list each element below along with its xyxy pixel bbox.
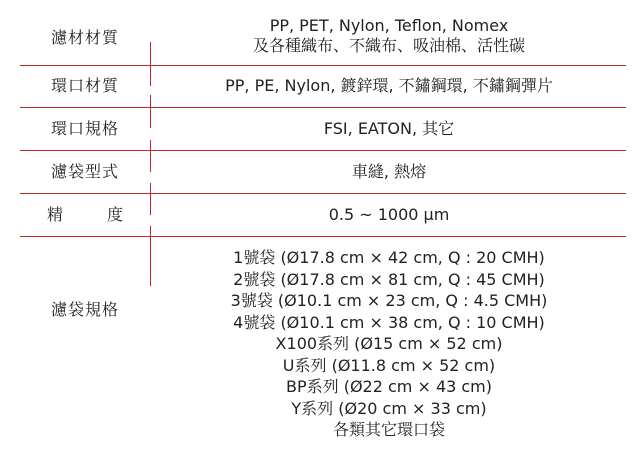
label-ring-spec: 環口規格: [50, 119, 119, 138]
value-line: PP, PET, Nylon, Teflon, Nomex: [269, 16, 509, 35]
label-ring-material: 環口材質: [50, 76, 119, 95]
list-item: 1號袋 (Ø17.8 cm × 42 cm, Q : 20 CMH): [233, 248, 545, 267]
list-item: BP系列 (Ø22 cm × 43 cm): [285, 377, 493, 396]
list-item: 各類其它環口袋: [332, 420, 445, 439]
label-char: 精: [46, 205, 63, 224]
value-line: FSI, EATON, 其它: [323, 119, 455, 138]
row-divider: [20, 65, 626, 66]
row-divider: [20, 150, 626, 151]
label-char: 度: [107, 205, 124, 224]
value-ring-material: [151, 76, 627, 96]
label-filter-material: 濾材材質: [50, 28, 119, 47]
value-line: 0.5 ~ 1000 μm: [328, 205, 450, 224]
value-filter-material: [151, 16, 627, 56]
list-item: 2號袋 (Ø17.8 cm × 81 cm, Q : 45 CMH): [233, 269, 545, 289]
value-bag-size-list: [151, 247, 627, 441]
list-item: X100系列 (Ø15 cm × 52 cm): [275, 334, 503, 353]
list-item: Y系列 (Ø20 cm × 33 cm): [291, 398, 487, 418]
value-line: 及各種織布、不織布、吸油棉、活性碳: [252, 36, 525, 55]
list-item: U系列 (Ø11.8 cm × 52 cm): [282, 355, 496, 375]
row-divider: [20, 107, 626, 108]
row-divider: [20, 193, 626, 194]
list-item: 4號袋 (Ø10.1 cm × 38 cm, Q : 10 CMH): [233, 312, 545, 332]
value-line: PP, PE, Nylon, 鍍鋅環, 不鏽鋼環, 不鏽鋼彈片: [225, 76, 553, 95]
label-bag-type: 濾袋型式: [50, 162, 119, 181]
value-ring-spec: [151, 119, 627, 139]
label-bag-size: 濾袋規格: [50, 300, 119, 319]
row-divider: [20, 236, 626, 237]
value-line: 車縫, 熱熔: [351, 162, 427, 181]
label-precision: [20, 205, 150, 225]
value-bag-type: [151, 162, 627, 182]
value-precision: [151, 205, 627, 225]
list-item: 3號袋 (Ø10.1 cm × 23 cm, Q : 4.5 CMH): [230, 291, 548, 310]
